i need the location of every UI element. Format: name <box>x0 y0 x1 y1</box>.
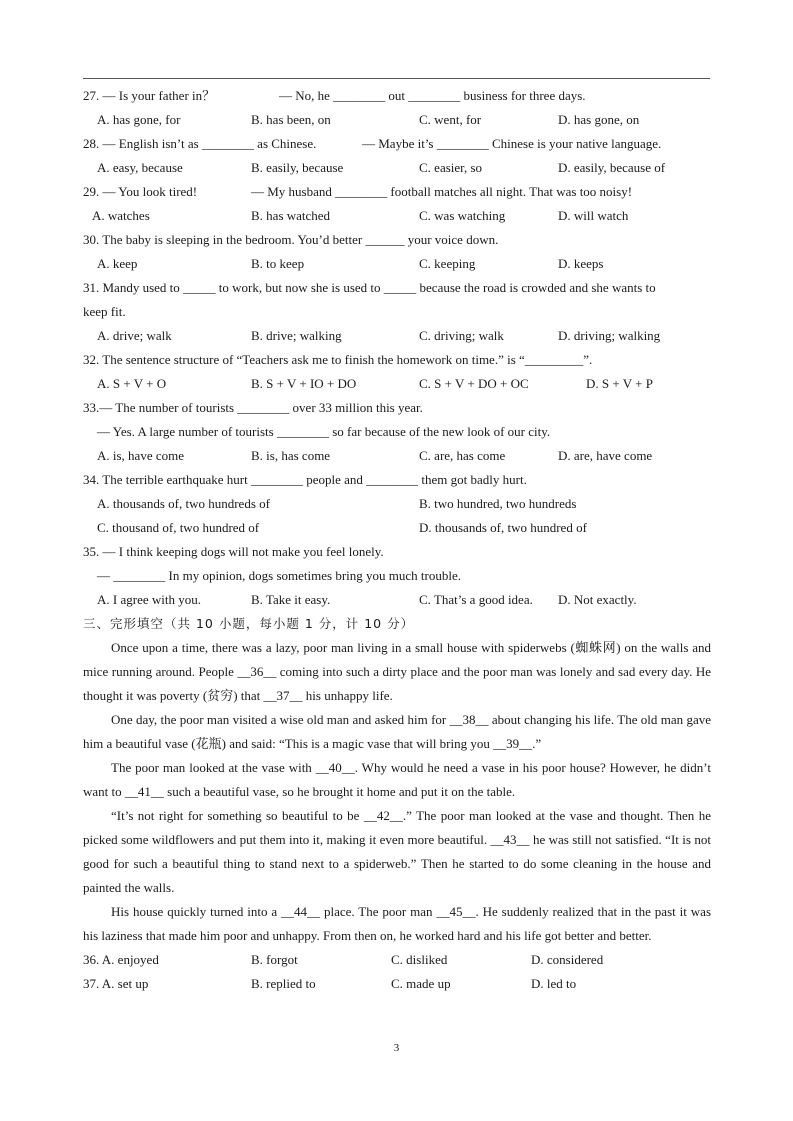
option-b[interactable]: B. S + V + IO + DO <box>251 376 357 391</box>
header-rule <box>83 78 710 79</box>
question-33-reply: — Yes. A large number of tourists ________ so far because of the new look of our city. <box>97 424 551 439</box>
option-c[interactable]: C. easier, so <box>419 160 483 175</box>
question-29-options <box>83 204 711 228</box>
question-35-prompt: 35. — I think keeping dogs will not make you feel lonely. <box>83 544 384 559</box>
question-34-stem <box>83 468 711 492</box>
question-32-stem <box>83 348 711 372</box>
option-b[interactable]: B. has watched <box>251 208 331 223</box>
question-35-reply: — ________ In my opinion, dogs sometimes bring you much trouble. <box>97 568 461 583</box>
option-c[interactable]: C. driving; walk <box>419 328 504 343</box>
question-29-reply: — My husband ________ football matches all night. That was too noisy! <box>251 184 633 199</box>
option-a[interactable]: A. keep <box>97 256 138 271</box>
option-a[interactable]: A. easy, because <box>97 160 183 175</box>
exam-page <box>83 84 711 996</box>
option-a[interactable]: A. is, have come <box>97 448 185 463</box>
question-35-stem-line-2 <box>83 564 711 588</box>
question-31-prompt-cont: keep fit. <box>83 304 126 319</box>
question-27-options <box>83 108 711 132</box>
option-c[interactable]: C. disliked <box>391 952 448 967</box>
passage-paragraph: His house quickly turned into a __44__ place. The poor man __45__. He suddenly realized that in the past it was his laziness that made him poor and unhappy. From then on, he worked hard and his life got better and better. <box>83 904 711 943</box>
option-a[interactable]: A. S + V + O <box>97 376 167 391</box>
passage-paragraph: One day, the poor man visited a wise old man and asked him for __38__ about changing his life. The old man gave him a beautiful vase (花瓶) and said: “This is a magic vase that will bring you __39__.” <box>83 712 711 751</box>
option-a[interactable]: A. I agree with you. <box>97 592 201 607</box>
option-c[interactable]: C. was watching <box>419 208 506 223</box>
question-35-stem-line-1 <box>83 540 711 564</box>
question-31-stem-line-2 <box>83 300 711 324</box>
question-30-options <box>83 252 711 276</box>
question-27-prompt: 27. — Is your father in？ <box>83 88 216 103</box>
option-b[interactable]: B. drive; walking <box>251 328 342 343</box>
question-34-prompt: 34. The terrible earthquake hurt ________ people and ________ them got badly hurt. <box>83 472 527 487</box>
option-b[interactable]: B. Take it easy. <box>251 592 331 607</box>
option-d[interactable]: D. are, have come <box>558 448 653 463</box>
option-d[interactable]: D. driving; walking <box>558 328 661 343</box>
option-a[interactable]: 36. A. enjoyed <box>83 952 159 967</box>
option-d[interactable]: D. considered <box>531 952 604 967</box>
option-c[interactable]: C. went, for <box>419 112 482 127</box>
question-29-prompt: 29. — You look tired! <box>83 184 198 199</box>
question-33-stem-line-2 <box>83 420 711 444</box>
passage-paragraph: The poor man looked at the vase with __40__. Why would he need a vase in his poor house? However, he didn’t want to __41__ such a beautiful vase, so he brought it home and put it on the table. <box>83 760 711 799</box>
option-b[interactable]: B. to keep <box>251 256 305 271</box>
option-a[interactable]: A. has gone, for <box>97 112 181 127</box>
option-d[interactable]: D. easily, because of <box>558 160 666 175</box>
question-28-reply: — Maybe it’s ________ Chinese is your native language. <box>362 136 662 151</box>
option-c[interactable]: C. S + V + DO + OC <box>419 376 529 391</box>
passage-paragraph: Once upon a time, there was a lazy, poor man living in a small house with spiderwebs (蜘蛛网) on the walls and mice running around. People __36__ coming into such a dirty place and the poor man was lonely and sad every day. He thought it was poverty (贫穷) that __37__ his unhappy life. <box>83 640 711 703</box>
option-b[interactable]: B. has been, on <box>251 112 331 127</box>
option-b[interactable]: B. two hundred, two hundreds <box>419 496 577 511</box>
option-d[interactable]: D. will watch <box>558 208 629 223</box>
question-28-stem <box>83 132 711 156</box>
question-33-stem-line-1 <box>83 396 711 420</box>
question-37-options <box>83 972 711 996</box>
question-35-options <box>83 588 711 612</box>
option-c[interactable]: C. keeping <box>419 256 476 271</box>
option-c[interactable]: C. thousand of, two hundred of <box>97 520 260 535</box>
option-c[interactable]: C. made up <box>391 976 451 991</box>
question-28-prompt: 28. — English isn’t as ________ as Chinese. <box>83 136 317 151</box>
question-29-stem <box>83 180 711 204</box>
option-d[interactable]: D. has gone, on <box>558 112 640 127</box>
page-number: 3 <box>393 1042 400 1054</box>
section-heading: 三、完形填空（共 10 小题，每小题 1 分，计 10 分） <box>83 616 415 631</box>
option-a[interactable]: A. thousands of, two hundreds of <box>97 496 270 511</box>
option-d[interactable]: D. keeps <box>558 256 604 271</box>
option-c[interactable]: C. are, has come <box>419 448 506 463</box>
question-31-prompt: 31. Mandy used to _____ to work, but now she is used to _____ because the road is crowded and she wants to <box>83 280 656 295</box>
question-27-stem <box>83 84 711 108</box>
passage-paragraph: “It’s not right for something so beautiful to be __42__.” The poor man looked at the vase and thought. Then he picked some wildflowers and put them into it, making it even more beautiful. __43__ he was still not satisfied. “It is not good for such a beautiful thing to stand next to a spiderweb.” Then he started to do some cleaning in the house and painted the walls. <box>83 808 711 895</box>
question-31-options <box>83 324 711 348</box>
question-32-options <box>83 372 711 396</box>
question-36-options <box>83 948 711 972</box>
option-c[interactable]: C. That’s a good idea. <box>419 592 533 607</box>
question-33-prompt: 33.— The number of tourists ________ over 33 million this year. <box>83 400 423 415</box>
question-27-reply: — No, he ________ out ________ business for three days. <box>279 88 586 103</box>
option-d[interactable]: D. S + V + P <box>586 376 653 391</box>
option-b[interactable]: B. easily, because <box>251 160 344 175</box>
question-30-stem <box>83 228 711 252</box>
question-34-options-row-2 <box>83 516 711 540</box>
option-a[interactable]: A. watches <box>92 208 150 223</box>
option-d[interactable]: D. thousands of, two hundred of <box>419 520 587 535</box>
question-34-options-row-1 <box>83 492 711 516</box>
question-28-options <box>83 156 711 180</box>
question-32-prompt: 32. The sentence structure of “Teachers ask me to finish the homework on time.” is “_________”. <box>83 352 593 367</box>
option-d[interactable]: D. Not exactly. <box>558 592 637 607</box>
option-b[interactable]: B. forgot <box>251 952 298 967</box>
option-a[interactable]: A. drive; walk <box>97 328 172 343</box>
option-a[interactable]: 37. A. set up <box>83 976 149 991</box>
question-31-stem-line-1 <box>83 276 711 300</box>
question-30-prompt: 30. The baby is sleeping in the bedroom. You’d better ______ your voice down. <box>83 232 499 247</box>
option-d[interactable]: D. led to <box>531 976 577 991</box>
question-33-options <box>83 444 711 468</box>
option-b[interactable]: B. replied to <box>251 976 316 991</box>
option-b[interactable]: B. is, has come <box>251 448 331 463</box>
